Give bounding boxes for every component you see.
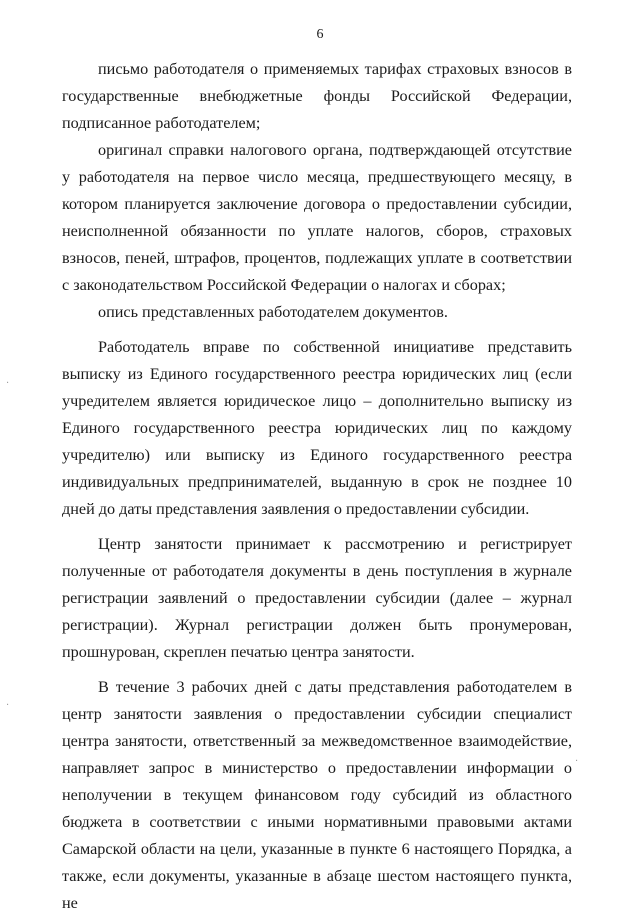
document-body [62,56,572,917]
paragraph-registry-extract: Работодатель вправе по собственной инициативе представить выписку из Единого государственного реестра юридических лиц (если учредителем является юридическое лицо – дополнительно выписку из Единого государственного реестра юридических лиц по каждому учредителю) или выписку из Единого государственного реестра индивидуальных предпринимателей, выданную в срок не позднее 10 дней до даты представления заявления о предоставлении субсидии. [62,338,572,518]
paragraph-document-inventory: опись представленных работодателем документов. [98,303,448,321]
paragraph-interagency-request: В течение 3 рабочих дней с даты представления работодателем в центр занятости заявления о предоставлении субсидии специалист центра занятости, ответственный за межведомственное взаимодействие, направляет запрос в министерство о предоставлении информации о неполучении в текущем финансовом году субсидий из областного бюджета в соответствии с иными нормативными правовыми актами Самарской области на цели, указанные в пункте 6 настоящего Порядка, а также, если документы, указанные в абзаце шестом настоящего пункта, не [62,678,572,912]
scan-margin-mark: · [6,378,10,389]
paragraph-employer-letter: письмо работодателя о применяемых тарифах страховых взносов в государственные внебюджетные фонды Российской Федерации, подписанное работодателем; [62,60,572,132]
page-number: 6 [316,27,324,42]
paragraph-registration-journal: Центр занятости принимает к рассмотрению и регистрирует полученные от работодателя документы в день поступления в журнале регистрации заявлений о предоставлении субсидии (далее – журнал регистрации). Журнал регистрации должен быть пронумерован, прошнурован, скреплен печатью центра занятости. [62,535,572,661]
paragraph-tax-certificate: оригинал справки налогового органа, подтверждающей отсутствие у работодателя на первое число месяца, предшествующего месяцу, в котором планируется заключение договора о предоставлении субсидии, неисполненной обязанности по уплате налогов, сборов, страховых взносов, пеней, штрафов, процентов, подлежащих уплате в соответствии с законодательством Российской Федерации о налогах и сборах; [62,141,572,294]
scan-margin-mark: · [6,700,10,711]
scan-margin-mark: · [575,756,579,767]
